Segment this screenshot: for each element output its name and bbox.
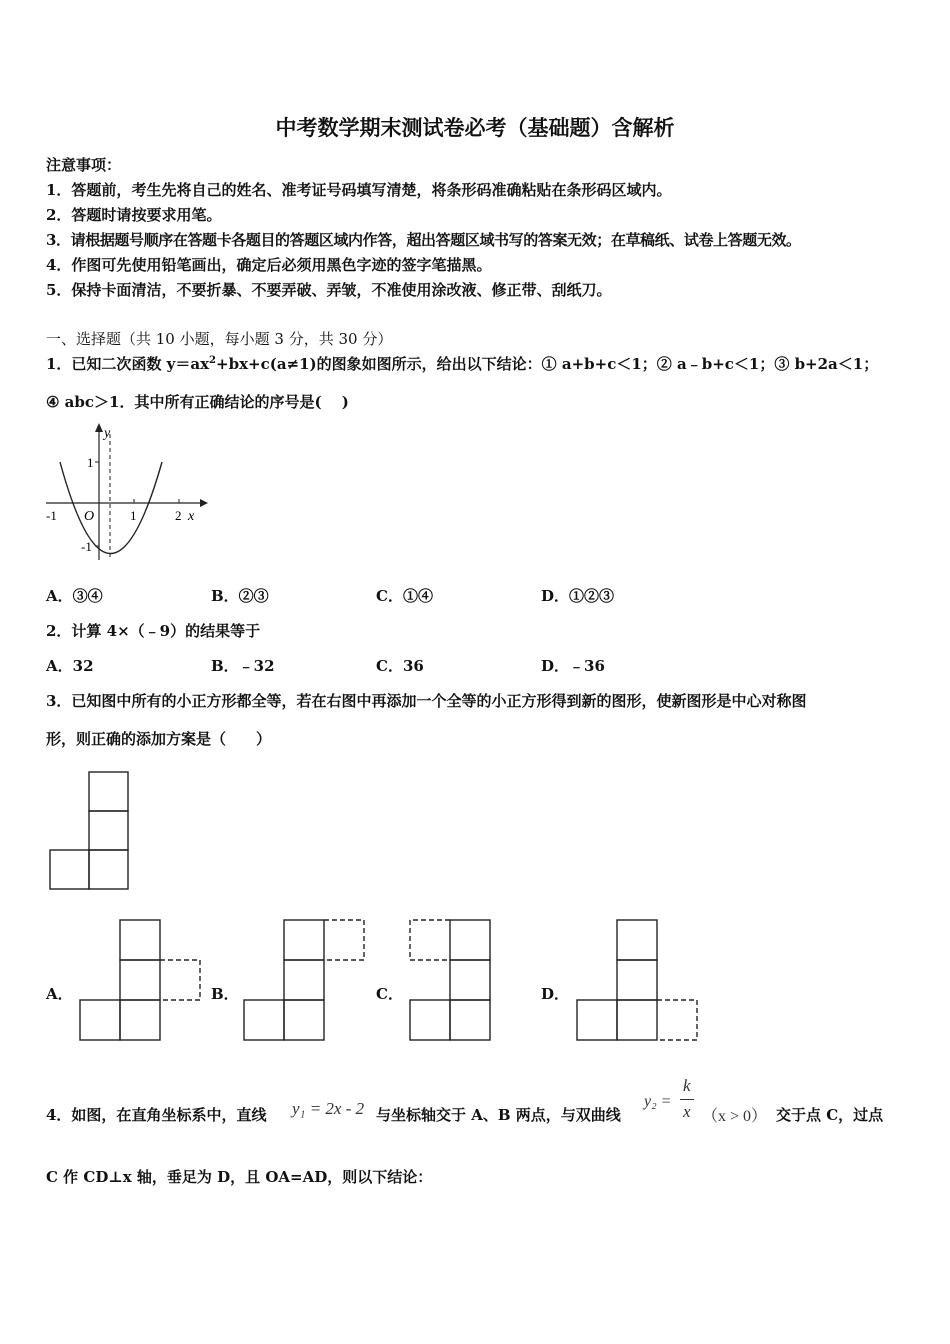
section-heading: 一、选择题（共 10 小题，每小题 3 分，共 30 分） (46, 330, 393, 348)
square (617, 960, 657, 1000)
square (120, 960, 160, 1000)
question-2-text: 2．计算 4×（﹣9）的结果等于 (46, 622, 261, 640)
square (617, 920, 657, 960)
square (244, 1000, 284, 1040)
origin-label: O (84, 509, 95, 524)
square (89, 811, 128, 850)
tick-label-y-neg1: -1 (81, 539, 92, 554)
q3-option-c-figure[interactable] (408, 918, 494, 1042)
notice-item: 3．请根据题号顺序在答题卡各题目的答题区域内作答，超出答题区域书写的答案无效；在草稿纸、试卷上答题无效。 (46, 231, 801, 249)
q4-text-middle: 与坐标轴交于 A、B 两点，与双曲线 (376, 1106, 621, 1124)
q4-line-formula: y₁ = 2x - 2 (292, 1099, 365, 1118)
square (284, 960, 324, 1000)
notice-item: 2．答题时请按要求用笔。 (46, 206, 222, 224)
square (284, 1000, 324, 1040)
q3-option-b-label[interactable]: B． (211, 985, 239, 1003)
q2-option-a[interactable]: A．32 (46, 657, 94, 675)
tick-label-x-2: 2 (175, 508, 182, 523)
document-title: 中考数学期末测试卷必考（基础题）含解析 (275, 115, 675, 140)
q4-hyperbola-lhs: y₂ = (644, 1093, 672, 1110)
square (617, 1000, 657, 1040)
x-axis-label: x (188, 509, 195, 524)
parabola-curve (60, 462, 162, 554)
q1-text-part: 1．已知二次函数 y＝ax (46, 355, 210, 373)
square (89, 850, 128, 889)
square (120, 920, 160, 960)
added-square-dashed (410, 920, 450, 960)
added-square-dashed (160, 960, 200, 1000)
square (80, 1000, 120, 1040)
question-3-text-line2: 形，则正确的添加方案是（ ） (46, 730, 272, 748)
added-square-dashed (324, 920, 364, 960)
square (450, 960, 490, 1000)
q1-superscript: 2 (209, 355, 217, 366)
q4-condition: （x > 0） (702, 1108, 768, 1125)
square (50, 850, 89, 889)
question-1-text (46, 353, 878, 374)
square (89, 772, 128, 811)
notice-item: 1．答题前，考生先将自己的姓名、准考证号码填写清楚，将条形码准确粘贴在条形码区域内。 (46, 181, 672, 199)
y-axis-arrow (95, 423, 103, 432)
q4-text-suffix: 交于点 C，过点 (776, 1106, 884, 1124)
square (284, 920, 324, 960)
q3-base-figure (48, 770, 132, 894)
square (450, 1000, 490, 1040)
q3-option-a-label[interactable]: A． (46, 985, 73, 1003)
y-axis-label: y (104, 426, 111, 441)
square (450, 920, 490, 960)
q1-option-d[interactable]: D．①②③ (541, 587, 615, 605)
square (410, 1000, 450, 1040)
q1-text-part: +bx+c(a≠1)的图象如图所示，给出以下结论：① a+b+c＜1；② a﹣b+c＜1；③ b+2a＜1； (216, 355, 879, 373)
question-1-text-line2: ④ abc＞1．其中所有正确结论的序号是( ) (46, 393, 349, 411)
q1-option-b[interactable]: B．②③ (211, 587, 269, 605)
q3-option-c-label[interactable]: C． (376, 985, 403, 1003)
q2-option-b[interactable]: B．﹣32 (211, 657, 275, 675)
notice-heading: 注意事项： (46, 156, 122, 174)
parabola-graph (40, 420, 210, 568)
square (120, 1000, 160, 1040)
q4-text-prefix: 4．如图，在直角坐标系中，直线 (46, 1106, 267, 1124)
q4-fraction-numerator: k (683, 1076, 691, 1095)
q4-fraction-bar (680, 1099, 694, 1100)
q1-option-c[interactable]: C．①④ (376, 587, 433, 605)
question-3-text: 3．已知图中所有的小正方形都全等，若在右图中再添加一个全等的小正方形得到新的图形，使新图形是中心对称图 (46, 692, 807, 710)
q3-option-a-figure[interactable] (78, 918, 204, 1042)
added-square-dashed (657, 1000, 697, 1040)
q4-fraction-denominator: x (683, 1102, 691, 1121)
tick-label-x-neg1: -1 (46, 508, 57, 523)
square (577, 1000, 617, 1040)
notice-item: 4．作图可先使用铅笔画出，确定后必须用黑色字迹的签字笔描黑。 (46, 256, 492, 274)
q3-option-d-figure[interactable] (575, 918, 701, 1042)
q3-option-d-label[interactable]: D． (541, 985, 570, 1003)
q1-option-a[interactable]: A．③④ (46, 587, 103, 605)
notice-item: 5．保持卡面清洁，不要折暴、不要弄破、弄皱，不准使用涂改液、修正带、刮纸刀。 (46, 281, 612, 299)
q3-option-b-figure[interactable] (242, 918, 368, 1042)
q2-option-d[interactable]: D．﹣36 (541, 657, 605, 675)
x-axis-arrow (200, 499, 208, 507)
tick-label-y-1: 1 (87, 455, 94, 470)
q4-text-line2: C 作 CD⊥x 轴，垂足为 D，且 OA=AD，则以下结论： (46, 1168, 433, 1186)
tick-label-x-1: 1 (130, 508, 137, 523)
q2-option-c[interactable]: C．36 (376, 657, 424, 675)
